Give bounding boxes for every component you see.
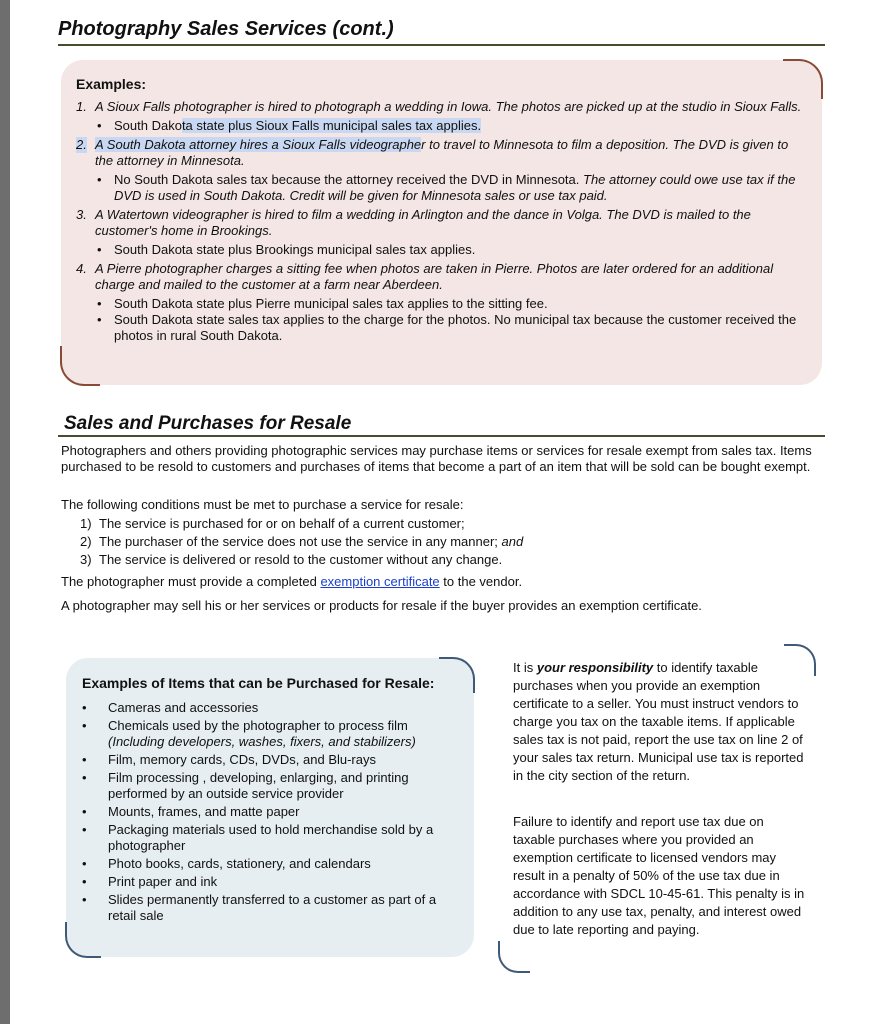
highlighted-text[interactable]: A South Dakota attorney hires a Sioux Falls videographe [95, 137, 422, 152]
example-text: r to travel to Minnesota to film a deposition. The DVD is given to the attorney in Minnesota. [95, 137, 789, 168]
highlighted-text[interactable]: ta state plus Sioux Falls municipal sales tax applies. [181, 118, 482, 133]
list-item-text: Mounts, frames, and matte paper [108, 804, 300, 819]
bullet-icon: • [82, 718, 87, 733]
list-item-note: (Including developers, washes, fixers, and stabilizers) [108, 734, 416, 749]
penalty-paragraph: Failure to identify and report use tax due on taxable purchases where you provided an exemption certificate to licensed vendors may result in a penalty of 50% of the use tax due in accordance with SDCL 10-45-61. This penalty is in addition to any use tax, penalty, and interest owed due to late reporting and paying. [513, 814, 805, 937]
bullet-icon: • [82, 874, 87, 889]
examples-list [76, 99, 806, 347]
condition-text: The service is delivered or resold to the customer without any change. [99, 552, 503, 567]
condition-number: 3) [80, 552, 92, 567]
list-item-text: Packaging materials used to hold merchandise sold by a photographer [108, 822, 434, 853]
bullet-icon: • [82, 804, 87, 819]
list-item [82, 752, 467, 768]
bullet-text: South Dakota state plus Brookings municipal sales tax applies. [114, 242, 476, 257]
list-item-text: Slides permanently transferred to a customer as part of a retail sale [108, 892, 437, 923]
callout-corner-decoration [65, 922, 101, 958]
list-item [82, 856, 467, 872]
example-text: A Sioux Falls photographer is hired to photograph a wedding in Iowa. The photos are picked up at the studio in Sioux Falls. [95, 99, 802, 114]
list-item [82, 700, 467, 716]
bullet-icon: • [82, 700, 87, 715]
resale-conditions-intro: The following conditions must be met to purchase a service for resale: [61, 497, 464, 512]
certificate-text-pre: The photographer must provide a completed [61, 574, 321, 589]
bullet-icon: • [82, 822, 87, 837]
responsibility-emphasis: your responsibility [536, 660, 654, 675]
responsibility-text: to identify taxable purchases when you provide an exemption certificate to a seller. You must instruct vendors to charge you tax on the taxable items. If applicable sales tax is not paid, report the use tax on line 2 of your sales tax return. Municipal use tax is reported in the city section of the return. [513, 660, 804, 783]
callout-corner-decoration [60, 346, 100, 386]
example-bullet [76, 172, 806, 204]
bullet-icon: • [97, 242, 102, 257]
example-bullet [76, 296, 806, 312]
example-number: 2. [76, 137, 87, 152]
responsibility-text-pre: It is [513, 660, 537, 675]
list-item [82, 770, 467, 802]
examples-heading: Examples: [76, 76, 147, 92]
condition-text: The purchaser of the service does not use the service in any manner; [99, 534, 498, 549]
example-item [76, 207, 806, 239]
page-title: Photography Sales Services (cont.) [58, 18, 394, 40]
example-item [76, 99, 806, 115]
bullet-text: South Dako [114, 118, 182, 133]
example-number: 1. [76, 99, 87, 114]
example-bullet [76, 242, 806, 258]
condition-item [80, 551, 820, 569]
bullet-icon: • [82, 892, 87, 907]
bullet-icon: • [97, 312, 102, 327]
example-text: A Watertown videographer is hired to film a wedding in Arlington and the dance in Volga. The DVD is mailed to the customer's home in Brookings. [95, 207, 751, 238]
list-item [82, 892, 467, 924]
section-divider [58, 435, 825, 437]
resale-items-list [82, 700, 467, 926]
example-bullet [76, 312, 806, 344]
example-item [76, 137, 806, 169]
bullet-text: South Dakota state sales tax applies to the charge for the photos. No municipal tax because the customer received the photos in rural South Dakota. [114, 312, 797, 343]
certificate-text-post: to the vendor. [439, 574, 523, 589]
list-item-text: Chemicals used by the photographer to process film [108, 718, 408, 733]
callout-corner-decoration [783, 59, 823, 99]
example-number: 4. [76, 261, 87, 276]
list-item-text: Print paper and ink [108, 874, 218, 889]
resale-items-heading: Examples of Items that can be Purchased for Resale: [82, 675, 435, 691]
condition-conjunction: and [501, 534, 524, 549]
window-left-edge [0, 0, 10, 1024]
bullet-icon: • [82, 770, 87, 785]
list-item-text: Film processing , developing, enlarging, and printing performed by an outside service provider [108, 770, 409, 801]
resale-sell-paragraph: A photographer may sell his or her services or products for resale if the buyer provides an exemption certificate. [61, 598, 702, 613]
bullet-italic-text: The attorney could owe use tax if the DVD is used in South Dakota. Credit will be given for Minnesota sales or use tax paid. [114, 172, 796, 203]
list-item [82, 718, 467, 750]
example-number: 3. [76, 207, 87, 222]
list-item [82, 804, 467, 820]
condition-number: 2) [80, 534, 92, 549]
bullet-text: No South Dakota sales tax because the attorney received the DVD in Minnesota. [114, 172, 580, 187]
example-bullet [76, 118, 806, 134]
list-item-text: Film, memory cards, CDs, DVDs, and Blu-rays [108, 752, 376, 767]
responsibility-paragraph [513, 659, 805, 785]
exemption-certificate-link[interactable]: exemption certificate [320, 574, 440, 589]
bullet-icon: • [97, 296, 102, 311]
bullet-icon: • [97, 118, 102, 133]
resale-paragraph: Photographers and others providing photographic services may purchase items or services for resale exempt from sales tax. Items purchased to be resold to customers and purchases of items that become a part of an item that will be sold can be bought exempt. [61, 443, 812, 474]
section-title: Sales and Purchases for Resale [64, 413, 352, 434]
list-item [82, 822, 467, 854]
condition-item [80, 533, 820, 551]
callout-corner-decoration [439, 657, 475, 693]
certificate-paragraph [61, 574, 821, 590]
bullet-icon: • [97, 172, 102, 187]
bullet-icon: • [82, 856, 87, 871]
bullet-icon: • [82, 752, 87, 767]
condition-number: 1) [80, 516, 92, 531]
bullet-text: South Dakota state plus Pierre municipal sales tax applies to the sitting fee. [114, 296, 548, 311]
condition-item [80, 515, 820, 533]
example-text: A Pierre photographer charges a sitting fee when photos are taken in Pierre. Photos are later ordered for an additional charge and mailed to the customer at a farm near Aberdeen. [95, 261, 774, 292]
example-item [76, 261, 806, 293]
callout-corner-decoration [498, 941, 530, 973]
list-item-text: Cameras and accessories [108, 700, 259, 715]
list-item [82, 874, 467, 890]
condition-text: The service is purchased for or on behalf of a current customer; [99, 516, 465, 531]
conditions-list [80, 515, 820, 569]
list-item-text: Photo books, cards, stationery, and calendars [108, 856, 371, 871]
title-divider [58, 44, 825, 46]
